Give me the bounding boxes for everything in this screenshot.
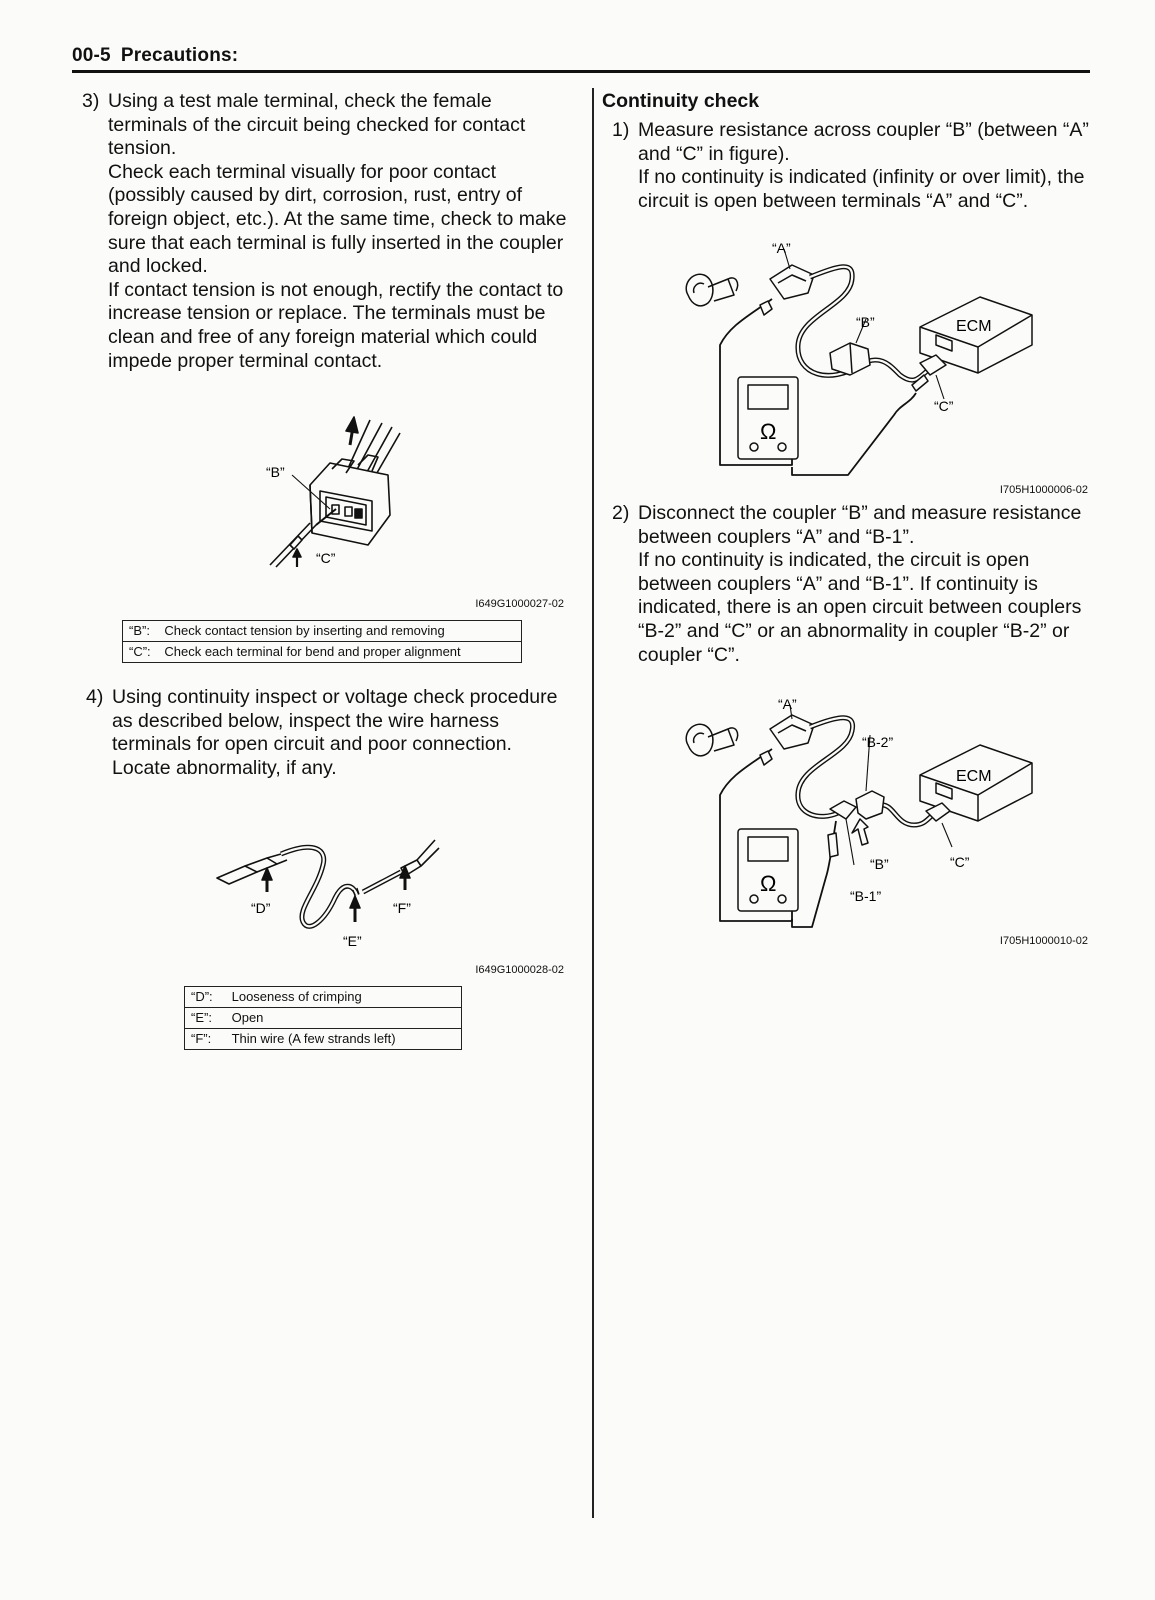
page-number: 00-5 (72, 45, 111, 66)
label-a: “A” (772, 240, 791, 256)
label-b1: “B-1” (850, 888, 882, 904)
label-c: “C” (950, 854, 970, 870)
step-1 (612, 119, 1090, 213)
label-c: “C” (934, 398, 954, 414)
ohm-symbol: Ω (760, 871, 777, 896)
legend-key: “F”: (185, 1029, 228, 1050)
label-b: “B” (856, 314, 875, 330)
label-a: “A” (778, 696, 797, 712)
step-3-paragraph-2: Check each terminal visually for poor contact (possibly caused by dirt, corrosion, rust, entry of foreign object, etc.). At the same time, check to make sure that each terminal is fully inserted in the coupler and locked. (108, 160, 567, 278)
step-number: 1) (612, 119, 630, 141)
ecm-label: ECM (956, 768, 992, 785)
step-1-paragraph-1: Measure resistance across coupler “B” (between “A” and “C” in figure). (638, 119, 1089, 165)
step-1-paragraph-2: If no continuity is indicated (infinity or over limit), the circuit is open between terminals “A” and “C”. (638, 166, 1085, 212)
label-d: “D” (251, 900, 271, 916)
page-title: Precautions: (120, 45, 239, 66)
ohm-symbol: Ω (760, 419, 777, 444)
legend-text: Open (228, 1008, 462, 1029)
step-4-paragraph-1: Using continuity inspect or voltage check procedure as described below, inspect the wire harness terminals for open circuit and poor connection. Locate abnormality, if any. (112, 686, 558, 779)
step-3 (82, 90, 572, 373)
label-e: “E” (343, 933, 362, 949)
label-b: “B” (266, 464, 285, 480)
header-rule (72, 70, 1090, 73)
step-4 (86, 686, 572, 780)
legend-text: Thin wire (A few strands left) (228, 1029, 462, 1050)
legend-row (123, 621, 522, 642)
legend-key: “B”: (123, 621, 161, 642)
wire-harness-figure (205, 810, 445, 955)
disconnected-coupler-figure (680, 695, 1040, 935)
legend-text: Looseness of crimping (228, 987, 462, 1008)
legend-text: Check each terminal for bend and proper alignment (160, 642, 521, 663)
legend-row (185, 1029, 462, 1050)
legend-key: “D”: (185, 987, 228, 1008)
legend-row (185, 1008, 462, 1029)
figure-id: I649G1000027-02 (475, 598, 564, 610)
label-b2: “B-2” (862, 734, 894, 750)
step-3-paragraph-3: If contact tension is not enough, rectify the contact to increase tension or replace. The terminals must be clean and free of any foreign material which could impede proper terminal contact. (108, 278, 564, 372)
legend-row (185, 987, 462, 1008)
label-c: “C” (316, 550, 336, 566)
legend-key: “E”: (185, 1008, 228, 1029)
step-number: 2) (612, 502, 630, 524)
figure-id: I705H1000010-02 (999, 935, 1088, 947)
step-number: 4) (86, 686, 104, 708)
label-b: “B” (870, 856, 889, 872)
legend-key: “C”: (123, 642, 161, 663)
legend-text: Check contact tension by inserting and removing (160, 621, 521, 642)
coupler-terminal-figure (250, 405, 420, 580)
step-number: 3) (82, 90, 100, 112)
page-header (72, 45, 238, 67)
legend-row (123, 642, 522, 663)
figure-2-legend (184, 986, 462, 1050)
figure-1-legend (122, 620, 522, 663)
continuity-check-figure (680, 235, 1040, 485)
step-3-paragraph-1: Using a test male terminal, check the female terminals of the circuit being checked for contact tension. (108, 90, 526, 160)
column-divider (592, 88, 594, 1518)
step-2 (612, 502, 1090, 667)
section-title: Continuity check (602, 90, 760, 112)
ecm-label: ECM (956, 318, 992, 335)
step-2-paragraph-1: Disconnect the coupler “B” and measure resistance between couplers “A” and “B-1”. (638, 502, 1082, 548)
figure-id: I705H1000006-02 (999, 484, 1088, 496)
figure-id: I649G1000028-02 (475, 964, 564, 976)
step-2-paragraph-2: If no continuity is indicated, the circuit is open between couplers “A” and “B-1”. If continuity is indicated, there is an open circuit between couplers “B-2” and “C” or an abnormality in coupler “B-2” or coupler “C”. (638, 549, 1082, 666)
label-f: “F” (393, 900, 411, 916)
